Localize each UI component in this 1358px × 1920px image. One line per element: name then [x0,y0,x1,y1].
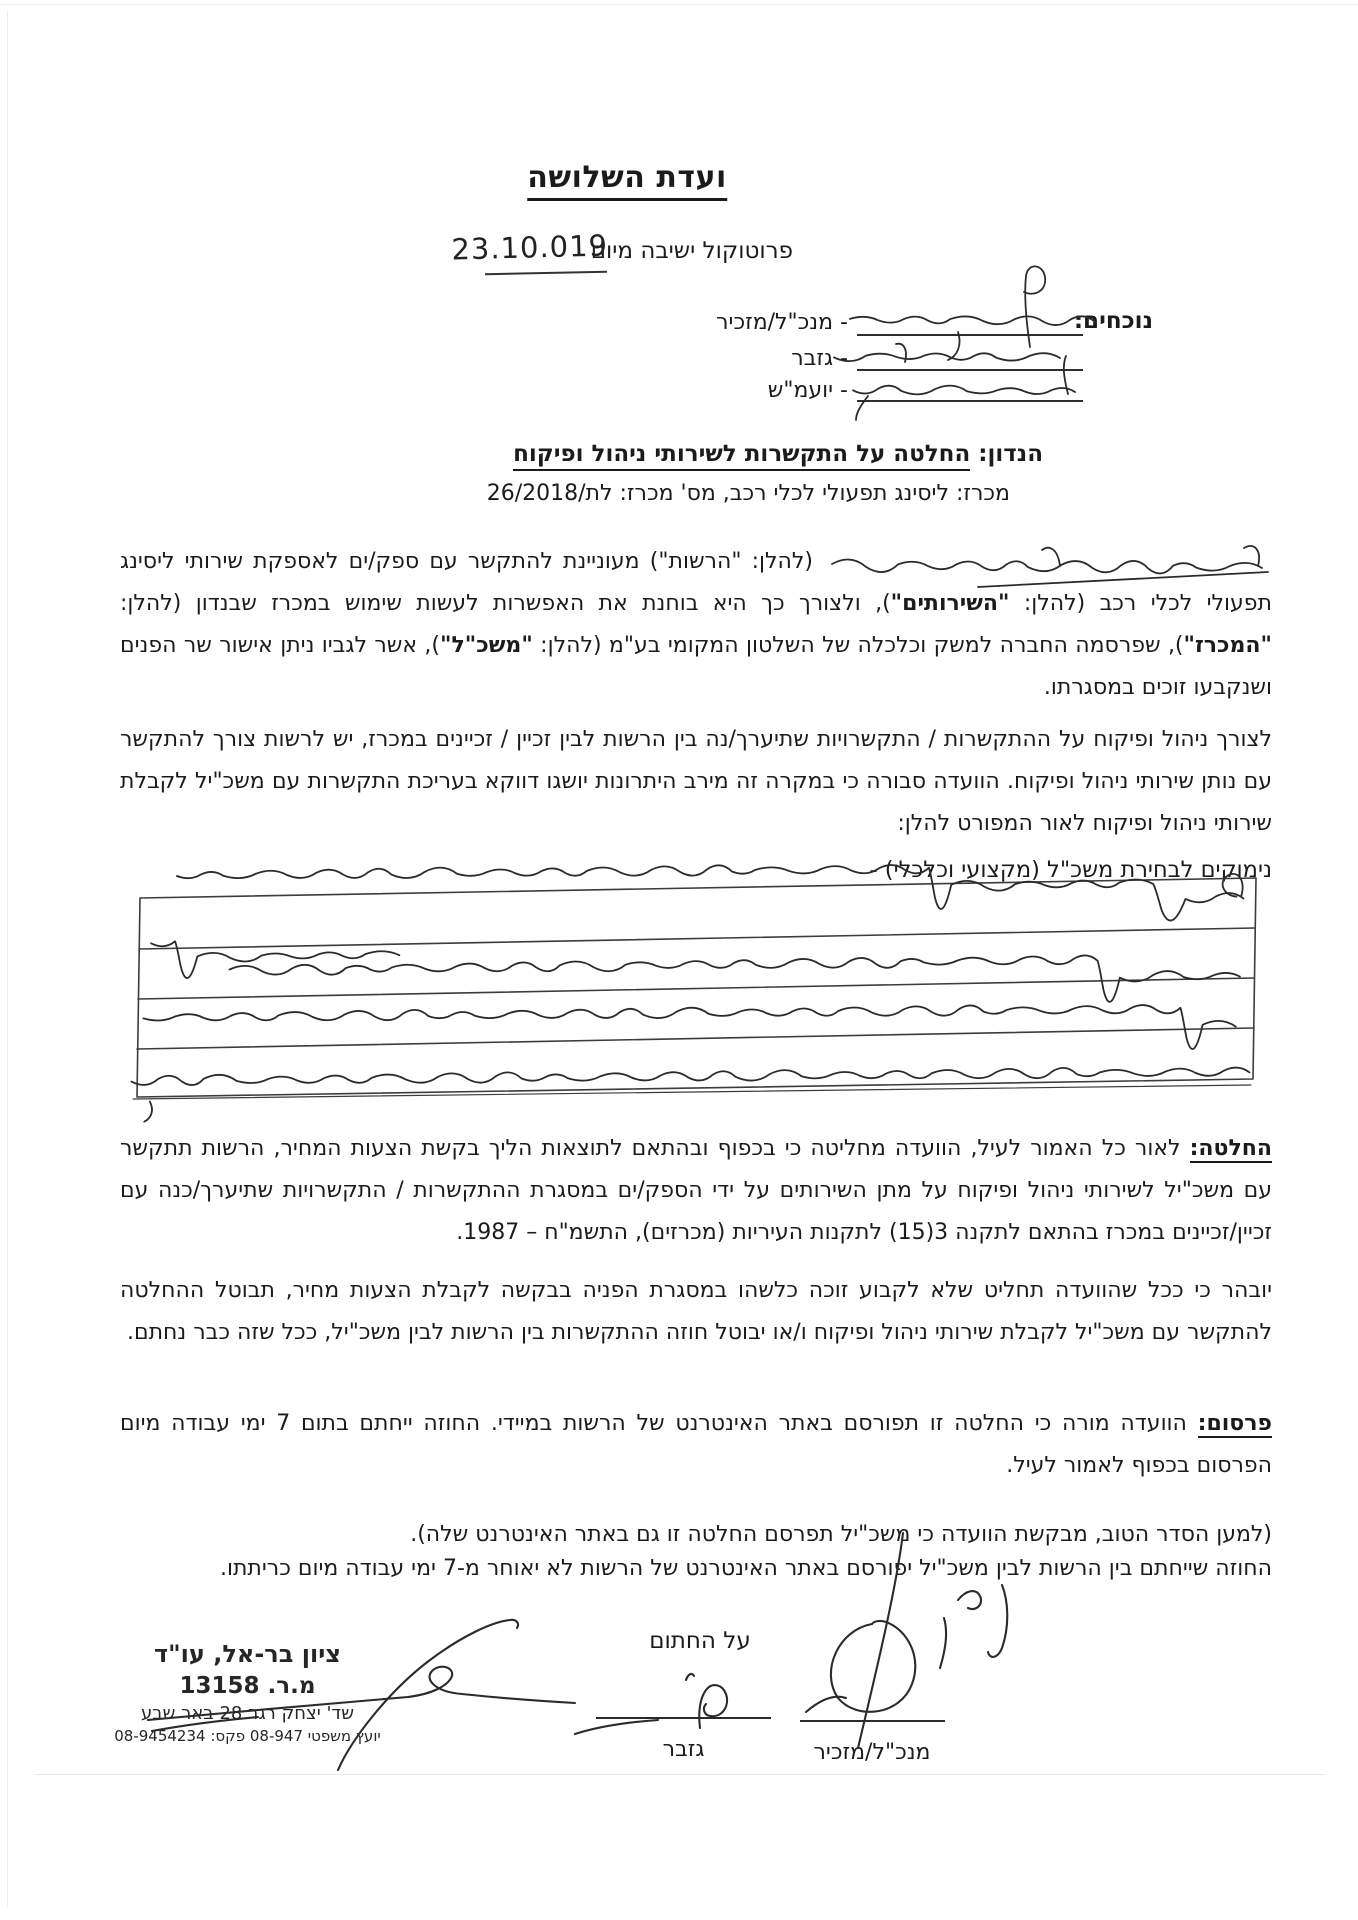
attendees-label: נוכחים: [1073,308,1153,334]
signature-line-treasurer [596,1717,771,1719]
publication-text: הוועדה מורה כי החלטה זו תפורסם באתר האינטרנט של הרשות במיידי. החוזה ייחתם בתום 7 ימי עבודה מיום הפרסום בכפוף לאמור לעיל. [120,1411,1272,1478]
subject-label: הנדון: [970,441,1043,467]
date-underline [485,271,607,276]
signature-role-treasurer: גזבר [662,1737,705,1762]
paragraph-text: ), שפרסמה החברה למשק וכלכלה של השלטון המקומי בע"מ (להלן: [532,633,1184,658]
note-paragraph: (למען הסדר הטוב, מבקשת הוועדה כי משכ"יל תפרסם החלטה זו גם באתר האינטרנט שלה). [410,1522,1272,1547]
attendee-role-ceo-secretary: - מנכ"ל/מזכיר [716,310,848,335]
handwritten-meeting-date: 23.10.019 [450,228,609,267]
paragraph-text: ), אשר לגביו ניתן אישור שר הפנים ושנקבעו זוכים במסגרתו. [120,633,1272,700]
publication-paragraph [120,1403,1272,1487]
stamp-phone-fax: יועץ משפטי 08-947 פקס: 08-9454234 [114,1727,381,1745]
publication-label: פרסום: [1197,1411,1272,1436]
scan-edge-line [7,12,8,1907]
term-services: "השירותים" [890,591,1010,616]
attendee-signatures [834,266,1095,420]
paragraph-text: ), ולצורך כך היא בוחנת את האפשרות לעשות שימוש במכרז שבנדון (להלן: [120,591,891,616]
subject-title: החלטה על התקשרות לשירותי ניהול ופיקוח [513,441,970,471]
protocol-label: פרוטוקול ישיבה מיום [590,238,793,264]
attendee-role-legal-advisor: - יועמ"ש [767,378,848,403]
attendee-role-treasurer: - גזבר [791,346,848,371]
term-tender: "המכרז" [1183,633,1272,658]
stamp-license-number: מ.ר. 13158 [179,1673,316,1699]
attendee-signature-line [857,334,1083,336]
handwritten-authority-name-gap [813,567,1272,568]
reasons-ruled-box [133,878,1256,1099]
contract-publication-paragraph: החוזה שייחתם בין הרשות לבין משכ"יל יפורסם באתר האינטרנט של הרשות לא יאוחר מ-7 ימי עבודה מיום כריתתו. [219,1556,1272,1581]
decision-paragraph [120,1128,1272,1254]
handwritten-reasons-text [128,854,1250,1122]
lawyer-stamp [100,1640,395,1745]
signing-heading: על החתום [649,1628,751,1654]
clarification-paragraph: יובהר כי ככל שהוועדה תחליט שלא לקבוע זוכה כלשהו במסגרת הפניה בבקשה לקבלת הצעות מחיר, תבוטל ההחלטה להתקשר עם משכ"יל לקבלת שירותי ניהול ופיקוח ו/או יבוטל חוזה ההתקשרות בין הרשות לבין משכ"יל, ככל שזה כבר נחתם. [120,1278,1272,1345]
stamp-name: ציון בר-אל, עו"ד [154,1640,341,1668]
body-paragraph-authority [120,541,1272,709]
signature-treasurer [575,1674,727,1734]
decision-text: לאור כל האמור לעיל, הוועדה מחליטה כי בכפוף ובהתאם לתוצאות הליך בקשת הצעות המחיר, הרשות תתקשר עם משכ"יל לשירותי ניהול ופיקוח על מתן השירותים על ידי הספק/ים במסגרת ההתקשרות / התקשרויות שתיערך/כנה עם זכיין/זכיינים במכרז בהתאם לתקנה 3(15) לתקנות העיריות (מכרזים), התשמ"ח – 1987. [120,1136,1272,1245]
stamp-address: שד' יצחק רגר 28 באר שבע [140,1703,355,1724]
term-mashcal: "משכ"ל" [440,633,533,658]
scan-fold-line [35,1774,1325,1775]
decision-label: החלטה: [1189,1136,1272,1161]
attendee-signature-line [857,369,1083,371]
tender-reference-line: מכרז: ליסינג תפעולי לכלי רכב, מס' מכרז: לת/26/2018 [486,481,1010,506]
document-title: ועדת השלושה [527,160,727,201]
body-paragraph-need: לצורך ניהול ופיקוח על ההתקשרות / התקשרויות שתיערך/נה בין הרשות לבין זכיין / זכיינים במכרז, יש לרשות צורך להתקשר עם נותן שירותי ניהול ופיקוח. הוועדה סבורה כי במקרה זה מירב היתרונות יושגו דווקא בעריכת התקשרות עם משכ"יל לקבלת שירותי ניהול ופיקוח לאור המפורט להלן: [120,727,1272,836]
paragraph-text: (להלן: "הרשות") מעוניינת להתקשר עם ספק/ים לאספקת שירותי ליסינג תפעולי לכלי רכב (להלן: [120,549,1273,616]
signature-role-ceo-secretary: מנכ"ל/מזכיר [813,1740,931,1765]
scan-edge-line [0,4,1358,5]
reasons-label: נימוקים לבחירת משכ"ל (מקצועי וכלכלי) - [869,857,1272,883]
subject-row [513,441,1043,467]
attendee-signature-line [857,400,1083,402]
signature-line-ceo [800,1720,945,1722]
